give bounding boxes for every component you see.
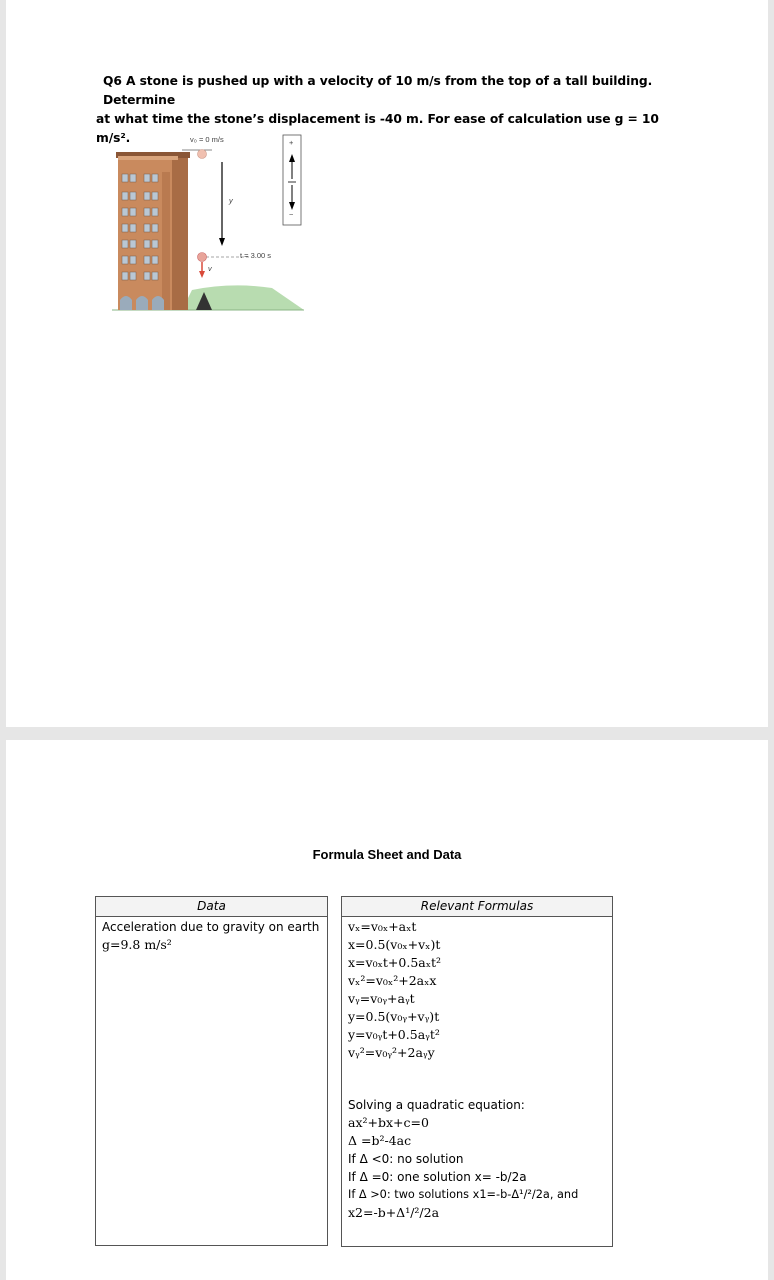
initial-velocity-label: v₀ = 0 m/s [190,135,224,144]
y-arrow [219,238,225,246]
question-line-1: Q6 A stone is pushed up with a velocity of 10 m/s from the top of a tall building. Determine [103,74,653,107]
formula-table-header: Relevant Formulas [342,897,612,917]
case-two-solutions: If Δ >0: two solutions x1=-b-Δ¹/²/2a, and [348,1188,579,1201]
data-row-1: Acceleration due to gravity on earth [102,920,320,934]
formula-line: vᵧ=v₀ᵧ+aᵧt [348,991,415,1006]
discriminant: Δ =b²-4ac [348,1133,412,1148]
case-one-solution: If Δ =0: one solution x= -b/2a [348,1170,527,1184]
formula-line: vₓ=v₀ₓ+aₓt [348,919,417,934]
stone-final [198,253,207,262]
stone-initial [198,150,207,159]
formula-line: x=0.5(v₀ₓ+vₓ)t [348,937,441,952]
page-2 [6,740,768,1280]
building [116,152,190,310]
y-label: y [229,196,233,205]
quadratic-equation: ax²+bx+c=0 [348,1115,429,1130]
data-table-header: Data [96,897,327,917]
formula-table [341,896,613,1247]
building-diagram [112,132,312,316]
time-label: t = 3.00 s [240,251,272,260]
formula-line: vₓ²=v₀ₓ²+2aₓx [348,973,437,988]
formula-sheet-title: Formula Sheet and Data [312,847,462,862]
data-row-2: g=9.8 m/s² [102,937,172,952]
minus-sign: − [289,210,294,219]
falling-stone-figure [112,132,312,316]
case-two-solutions-x2: x2=-b+Δ¹/²/2a [348,1205,440,1220]
formula-line: y=v₀ᵧt+0.5aᵧt² [348,1027,440,1042]
formula-line: x=v₀ₓt+0.5aₓt² [348,955,442,970]
case-no-solution: If Δ <0: no solution [348,1152,464,1166]
velocity-arrow [199,271,205,278]
v-label: v [208,264,212,273]
formula-line: y=0.5(v₀ᵧ+vᵧ)t [348,1009,440,1024]
formula-line: vᵧ²=v₀ᵧ²+2aᵧy [348,1045,435,1060]
question-line-2: at what time the stone’s displacement is -40 m. For ease of calculation use g = 10 m/s². [96,112,659,145]
page-1 [6,0,768,727]
data-table [95,896,328,1246]
quadratic-title: Solving a quadratic equation: [348,1098,525,1112]
plus-sign: + [289,138,294,147]
